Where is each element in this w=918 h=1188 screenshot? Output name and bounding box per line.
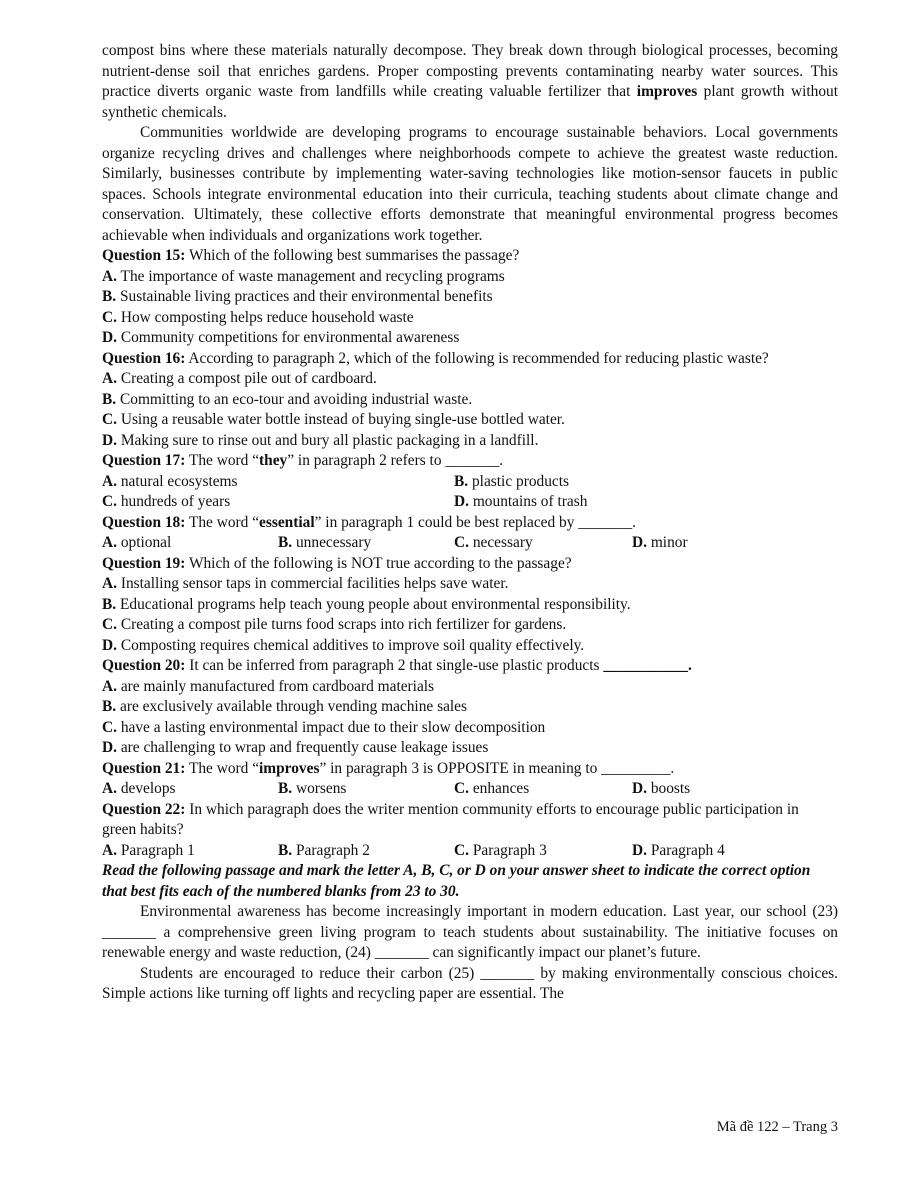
option-c[interactable]: C. How composting helps reduce household waste (102, 308, 414, 326)
option-b[interactable]: B. worsens (278, 780, 347, 797)
option-b[interactable]: B. unnecessary (278, 534, 372, 551)
question-16 (102, 349, 838, 452)
bold-word-improves: improves (636, 83, 698, 100)
question-label: Question 17: (102, 452, 186, 469)
option-a[interactable]: A. are mainly manufactured from cardboard materials (102, 677, 435, 695)
target-word: essential (259, 513, 315, 531)
question-label: Question 18: (102, 513, 186, 531)
question-stem: In which paragraph does the writer mention community efforts to encourage public participation in green habits? (102, 800, 799, 838)
option-b[interactable]: B. Committing to an eco-tour and avoiding industrial waste. (102, 390, 473, 408)
option-d[interactable]: D. mountains of trash (454, 493, 588, 510)
option-d[interactable]: D. are challenging to wrap and frequently cause leakage issues (102, 739, 489, 756)
question-stem: Which of the following is NOT true according to the passage? (185, 554, 572, 572)
option-c[interactable]: C. Using a reusable water bottle instead of buying single-use bottled water. (102, 411, 565, 428)
passage-paragraph-3: compost bins where these materials naturally decompose. They break down through biological processes, becoming nutrient-dense soil that enriches gardens. Proper composting prevents contaminating nearby water sources. This practice diverts organic waste from landfills while creating valuable fertilizer that improves plant growth without synthetic chemicals. (102, 42, 838, 121)
option-b[interactable]: B. Sustainable living practices and their environmental benefits (102, 288, 493, 305)
question-21: Question 21: The word “improves” in paragraph 3 is OPPOSITE in meaning to _________. A. develops B. worsens C. enhances D. boosts (102, 759, 838, 800)
section-instruction: Read the following passage and mark the letter A, B, C, or D on your answer sheet to indicate the correct option that best fits each of the numbered blanks from 23 to 30. (102, 862, 811, 900)
question-stem: It can be inferred from paragraph 2 that single-use plastic products (185, 657, 604, 674)
question-label: Question 15: (102, 247, 186, 264)
target-word: they (259, 452, 288, 469)
question-label: Question 19: (102, 554, 186, 572)
question-17: Question 17: The word “they” in paragraph 2 refers to _______. A. natural ecosystems B. plastic products C. hundreds of years D. mountains of trash (102, 451, 838, 513)
option-d[interactable]: D. Composting requires chemical additives to improve soil quality effectively. (102, 636, 585, 654)
question-15 (102, 246, 838, 349)
exam-page (102, 41, 838, 1005)
option-c[interactable]: C. enhances (454, 780, 530, 797)
option-b[interactable]: B. are exclusively available through vending machine sales (102, 698, 468, 715)
option-d[interactable]: D. Paragraph 4 (632, 841, 725, 859)
option-c[interactable]: C. necessary (454, 534, 533, 551)
cloze-paragraph-2: Students are encouraged to reduce their carbon (25) _______ by making environmentally conscious choices. Simple actions like turning off lights and recycling paper are essential. The (102, 964, 838, 1002)
option-c[interactable]: C. Paragraph 3 (454, 841, 547, 859)
question-label: Question 22: (102, 800, 186, 818)
question-18: Question 18: The word “essential” in paragraph 1 could be best replaced by _______. A. optional B. unnecessary C. necessary D. minor (102, 513, 838, 554)
option-c[interactable]: C. have a lasting environmental impact due to their slow decomposition (102, 718, 546, 736)
option-a[interactable]: A. Installing sensor taps in commercial facilities helps save water. (102, 575, 509, 592)
option-a[interactable]: A. develops (102, 780, 176, 797)
passage-paragraph-4: Communities worldwide are developing programs to encourage sustainable behaviors. Local governments organize recycling drives and challenges where neighborhoods compete to achieve the greatest waste reduction. Similarly, businesses contribute by implementing water-saving technologies like motion-sensor faucets in public spaces. Schools integrate environmental education into their curricula, teaching students about climate change and conservation. Ultimately, these collective efforts demonstrate that meaningful environmental progress becomes achievable when individuals and organizations work together. (102, 124, 838, 244)
target-word: improves (259, 759, 320, 777)
option-a[interactable]: A. optional (102, 534, 172, 551)
question-stem: Which of the following best summarises the passage? (185, 247, 520, 264)
option-b[interactable]: B. Educational programs help teach young people about environmental responsibility. (102, 595, 631, 613)
answer-blank: ___________. (603, 657, 692, 674)
question-22 (102, 800, 838, 862)
question-label: Question 16: (102, 349, 186, 367)
option-a[interactable]: A. Creating a compost pile out of cardboard. (102, 370, 377, 387)
option-a[interactable]: A. Paragraph 1 (102, 841, 195, 859)
option-b[interactable]: B. plastic products (454, 472, 570, 490)
option-c[interactable]: C. Creating a compost pile turns food scraps into rich fertilizer for gardens. (102, 616, 567, 633)
option-d[interactable]: D. boosts (632, 780, 691, 797)
question-20 (102, 656, 838, 759)
option-d[interactable]: D. Community competitions for environmental awareness (102, 329, 460, 346)
question-label: Question 21: (102, 759, 186, 777)
question-19 (102, 554, 838, 657)
option-d[interactable]: D. minor (632, 534, 688, 551)
option-a[interactable]: A. natural ecosystems (102, 472, 238, 490)
question-stem: According to paragraph 2, which of the following is recommended for reducing plastic waste? (185, 349, 769, 367)
page-footer: Mã đề 122 – Trang 3 (716, 1119, 838, 1135)
option-b[interactable]: B. Paragraph 2 (278, 841, 370, 859)
option-d[interactable]: D. Making sure to rinse out and bury all plastic packaging in a landfill. (102, 431, 539, 449)
option-a[interactable]: A. The importance of waste management and recycling programs (102, 267, 505, 285)
cloze-paragraph-1: Environmental awareness has become increasingly important in modern education. Last year, our school (23) _______ a comprehensive green living program to teach students about sustainability. The initiative focuses on renewable energy and waste reduction, (24) _______ can significantly impact our planet’s future. (102, 903, 838, 961)
question-label: Question 20: (102, 657, 186, 674)
option-c[interactable]: C. hundreds of years (102, 493, 231, 510)
